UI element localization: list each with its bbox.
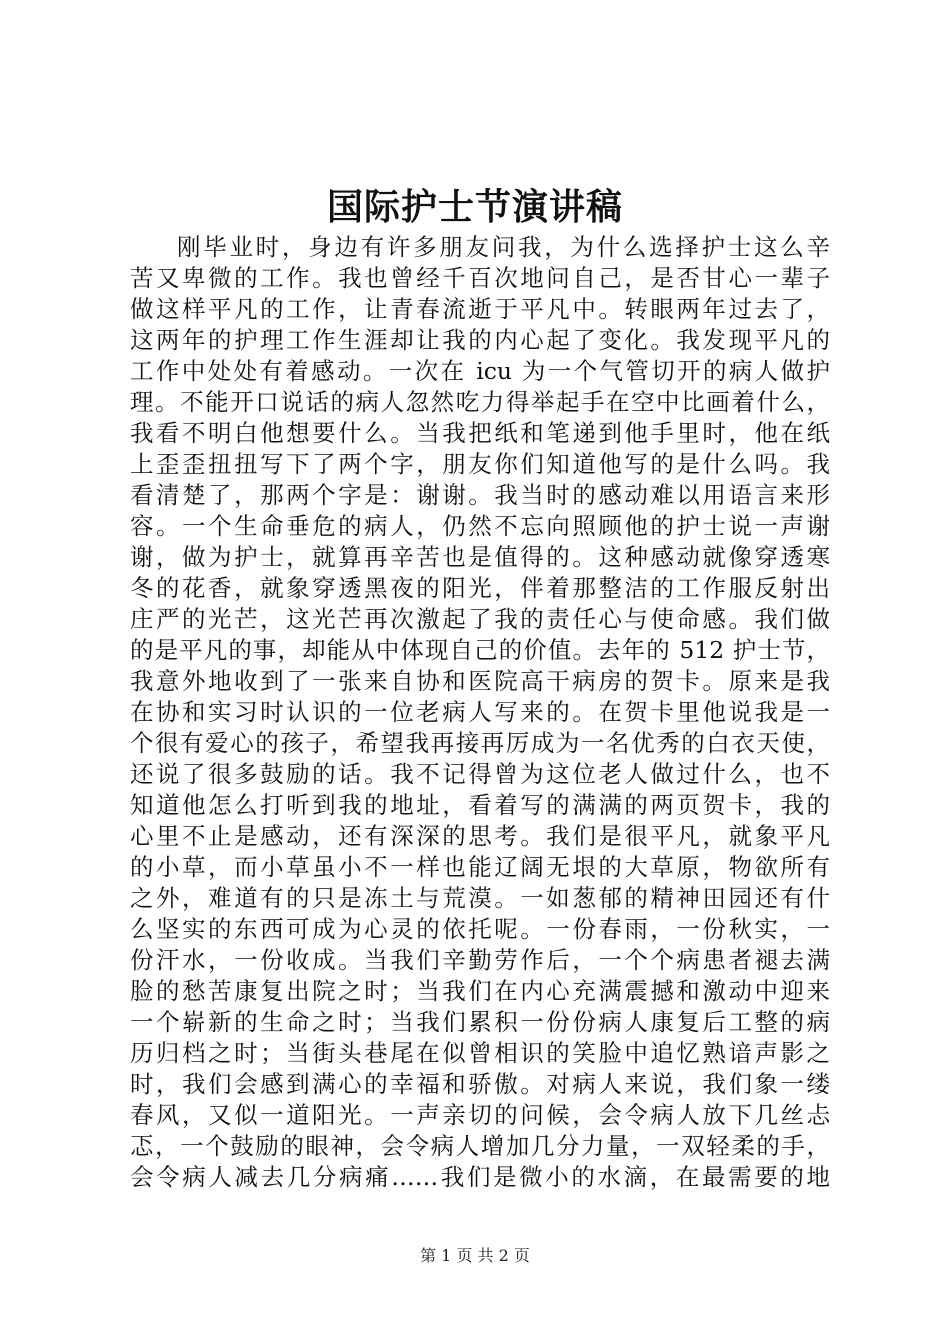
text-line: 苦又卑微的工作。我也曾经千百次地问自己，是否甘心一辈子 — [130, 264, 830, 292]
text-line: 这两年的护理工作生涯却让我的内心起了变化。我发现平凡的 — [130, 326, 830, 354]
text-line: 还说了很多鼓励的话。我不记得曾为这位老人做过什么，也不 — [130, 760, 830, 788]
text-line: 谢，做为护士，就算再辛苦也是值得的。这种感动就像穿透寒 — [130, 543, 830, 571]
text-line: 脸的愁苦康复出院之时；当我们在内心充满震撼和激动中迎来 — [130, 977, 830, 1005]
body-paragraph — [130, 232, 830, 1193]
text-line: 之外，难道有的只是冻土与荒漠。一如葱郁的精神田园还有什 — [130, 884, 830, 912]
text-line: 冬的花香，就象穿透黑夜的阳光，伴着那整洁的工作服反射出 — [130, 574, 830, 602]
text-line: 个很有爱心的孩子，希望我再接再厉成为一名优秀的白衣天使， — [130, 729, 830, 757]
text-line: 时，我们会感到满心的幸福和骄傲。对病人来说，我们象一缕 — [130, 1070, 830, 1098]
text-line: 刚毕业时，身边有许多朋友问我，为什么选择护士这么辛 — [177, 233, 830, 261]
text-line: 上歪歪扭扭写下了两个字，朋友你们知道他写的是什么吗。我 — [130, 450, 830, 478]
text-line: 会令病人减去几分病痛……我们是微小的水滴，在最需要的地 — [130, 1163, 830, 1191]
text-line: 做这样平凡的工作，让青春流逝于平凡中。转眼两年过去了， — [130, 295, 830, 323]
text-line: 理。不能开口说话的病人忽然吃力得举起手在空中比画着什么， — [130, 388, 830, 416]
text-line: 容。一个生命垂危的病人，仍然不忘向照顾他的护士说一声谢 — [130, 512, 830, 540]
text-line: 历归档之时；当街头巷尾在似曾相识的笑脸中追忆熟谙声影之 — [130, 1039, 830, 1067]
text-line: 我看不明白他想要什么。当我把纸和笔递到他手里时，他在纸 — [130, 419, 830, 447]
text-line: 忑，一个鼓励的眼神，会令病人增加几分力量，一双轻柔的手， — [130, 1132, 830, 1160]
text-line: 知道他怎么打听到我的地址，看着写的满满的两页贺卡，我的 — [130, 791, 830, 819]
text-line: 么坚实的东西可成为心灵的依托呢。一份春雨，一份秋实，一 — [130, 915, 830, 943]
text-line: 在协和实习时认识的一位老病人写来的。在贺卡里他说我是一 — [130, 698, 830, 726]
text-line: 庄严的光芒，这光芒再次激起了我的责任心与使命感。我们做 — [130, 605, 830, 633]
text-line: 我意外地收到了一张来自协和医院高干病房的贺卡。原来是我 — [130, 667, 830, 695]
text-line: 的是平凡的事，却能从中体现自己的价值。去年的 512 护士节， — [130, 636, 830, 664]
text-line: 工作中处处有着感动。一次在 icu 为一个气管切开的病人做护 — [130, 357, 830, 385]
text-line: 一个崭新的生命之时；当我们累积一份份病人康复后工整的病 — [130, 1008, 830, 1036]
text-line: 看清楚了，那两个字是：谢谢。我当时的感动难以用语言来形 — [130, 481, 830, 509]
text-line: 份汗水，一份收成。当我们辛勤劳作后，一个个病患者褪去满 — [130, 946, 830, 974]
text-line: 的小草，而小草虽小不一样也能辽阔无垠的大草原，物欲所有 — [130, 853, 830, 881]
page-number-footer: 第 1 页 共 2 页 — [420, 1246, 530, 1265]
document-title: 国际护士节演讲稿 — [326, 186, 623, 228]
text-line: 心里不止是感动，还有深深的思考。我们是很平凡，就象平凡 — [130, 822, 830, 850]
text-line: 春风，又似一道阳光。一声亲切的问候，会令病人放下几丝忐 — [130, 1101, 830, 1129]
